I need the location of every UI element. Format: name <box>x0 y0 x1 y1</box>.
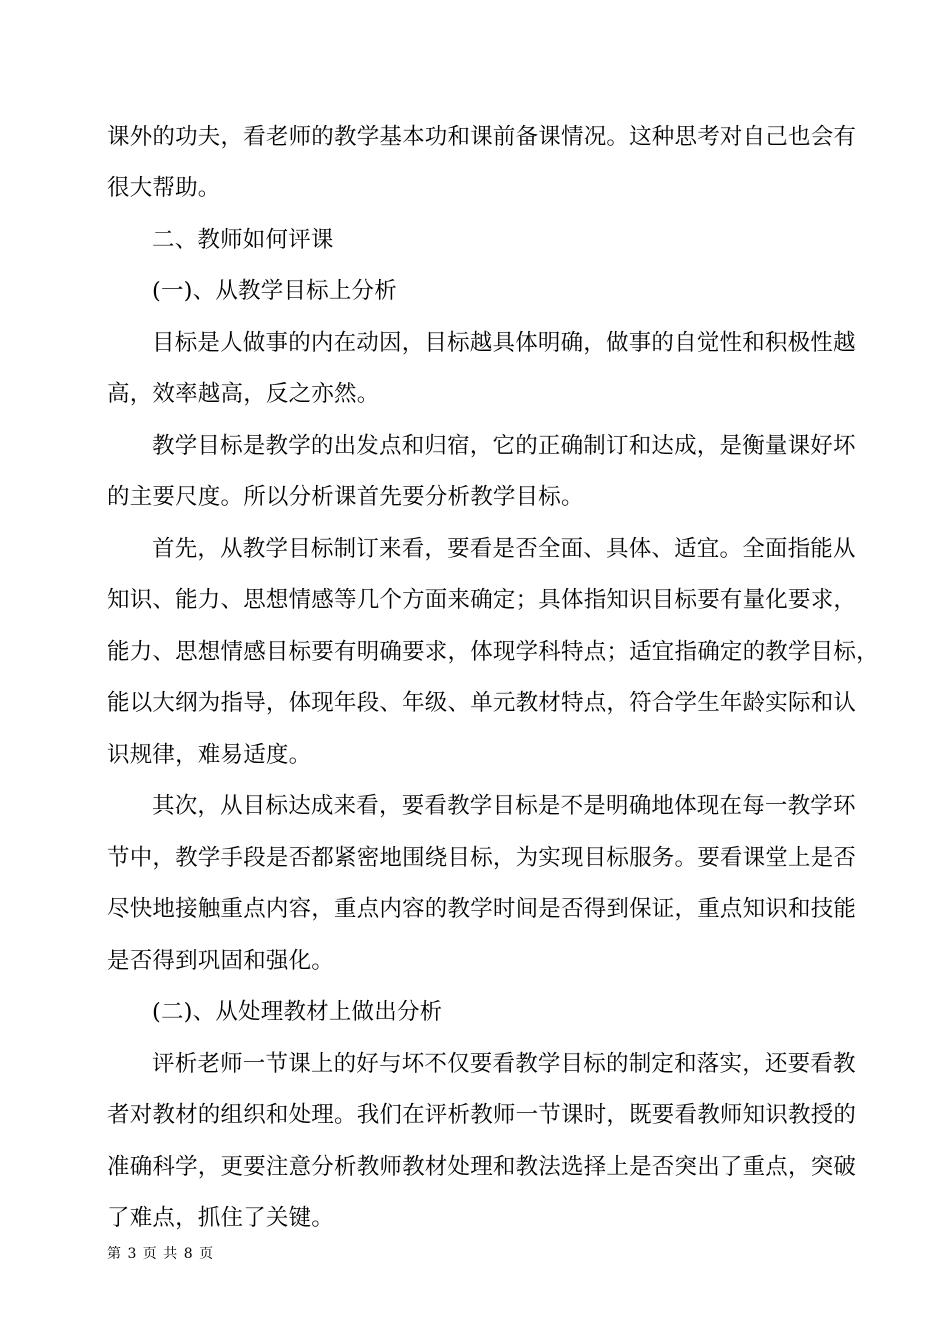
subsection-heading: (二)、从处理教材上做出分析 <box>152 999 443 1025</box>
body-line: 尽快地接触重点内容，重点内容的教学时间是否得到保证，重点知识和技能 <box>107 896 857 922</box>
section-heading: 二、教师如何评课 <box>152 227 334 253</box>
body-line: 能力、思想情感目标要有明确要求，体现学科特点；适宜指确定的教学目标， <box>107 639 879 665</box>
body-line: 课外的功夫，看老师的教学基本功和课前备课情况。这种思考对自己也会有 <box>107 124 857 150</box>
body-line: 首先，从教学目标制订来看，要看是否全面、具体、适宜。全面指能从 <box>152 536 856 562</box>
body-line: 识规律，难易适度。 <box>107 742 312 768</box>
body-line: 教学目标是教学的出发点和归宿，它的正确制订和达成，是衡量课好坏 <box>152 433 856 459</box>
body-line: 其次，从目标达成来看，要看教学目标是不是明确地体现在每一教学环 <box>152 793 856 819</box>
body-line: 目标是人做事的内在动因，目标越具体明确，做事的自觉性和积极性越 <box>152 330 856 356</box>
page-number-footer: 第 3 页 共 8 页 <box>107 1246 215 1262</box>
body-line: 的主要尺度。所以分析课首先要分析教学目标。 <box>107 484 584 510</box>
body-line: 准确科学，更要注意分析教师教材处理和教法选择上是否突出了重点，突破 <box>107 1154 857 1180</box>
body-line: 者对教材的组织和处理。我们在评析教师一节课时，既要看教师知识教授的 <box>107 1102 857 1128</box>
body-line: 能以大纲为指导，体现年段、年级、单元教材特点，符合学生年龄实际和认 <box>107 690 857 716</box>
subsection-heading: (一)、从教学目标上分析 <box>152 278 397 304</box>
body-line: 是否得到巩固和强化。 <box>107 948 335 974</box>
body-line: 知识、能力、思想情感等几个方面来确定；具体指知识目标要有量化要求， <box>107 587 857 613</box>
body-line: 高，效率越高，反之亦然。 <box>107 381 380 407</box>
body-line: 了难点，抓住了关键。 <box>107 1205 335 1231</box>
body-line: 很大帮助。 <box>107 175 221 201</box>
body-line: 节中，教学手段是否都紧密地围绕目标，为实现目标服务。要看课堂上是否 <box>107 845 857 871</box>
body-line: 评析老师一节课上的好与坏不仅要看教学目标的制定和落实，还要看教 <box>152 1051 856 1077</box>
